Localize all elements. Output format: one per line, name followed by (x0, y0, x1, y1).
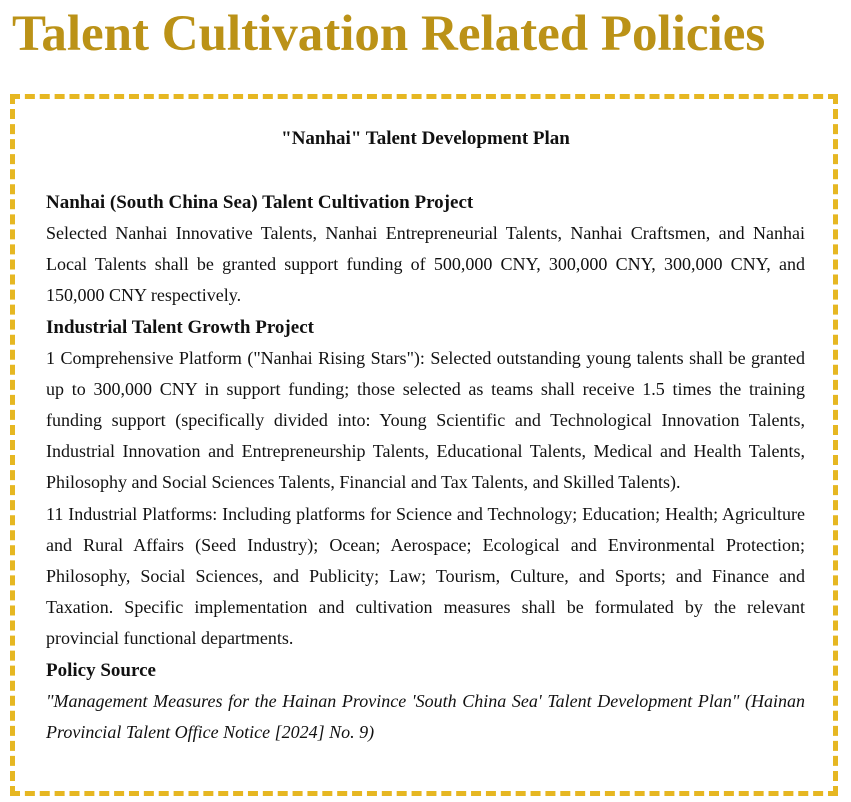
page-title: Talent Cultivation Related Policies (12, 6, 766, 62)
plan-heading: "Nanhai" Talent Development Plan (281, 128, 570, 149)
section-title: Policy Source (46, 659, 156, 681)
section-industrial-growth-project (46, 312, 805, 655)
section-title: Industrial Talent Growth Project (46, 316, 314, 338)
section-title: Nanhai (South China Sea) Talent Cultivation Project (46, 192, 474, 213)
section-policy-source (46, 655, 805, 748)
policy-source-citation: "Management Measures for the Hainan Province 'South China Sea' Talent Development Plan" (Hainan Provincial Talent Office Notice [2024] No. 9) (46, 690, 805, 742)
section-paragraph: 11 Industrial Platforms: Including platforms for Science and Technology; Education; Health; Agriculture and Rural Affairs (Seed Industry); Ocean; Aerospace; Ecological and Environmental Protection; Philosophy, Social Sciences, and Publicity; Law; Tourism, Culture, and Sports; and Finance and Taxation. Specific implementation and cultivation measures shall be formulated by the relevant provincial functional departments. (46, 503, 805, 649)
section-cultivation-project (46, 187, 805, 312)
policy-box (10, 94, 838, 796)
policy-sections (46, 187, 805, 748)
section-paragraph: 1 Comprehensive Platform ("Nanhai Rising Stars"): Selected outstanding young talents shall be granted up to 300,000 CNY in support funding; those selected as teams shall receive 1.5 times the training funding support (specifically divided into: Young Scientific and Technological Innovation Talents, Industrial Innovation and Entrepreneurship Talents, Educational Talents, Medical and Health Talents, Philosophy and Social Sciences Talents, Financial and Tax Talents, and Skilled Talents). (46, 347, 805, 493)
section-paragraph: Selected Nanhai Innovative Talents, Nanhai Entrepreneurial Talents, Nanhai Craftsmen, and Nanhai Local Talents shall be granted support funding of 500,000 CNY, 300,000 CNY, 300,000 CNY, and 150,000 CNY respectively. (46, 223, 805, 306)
